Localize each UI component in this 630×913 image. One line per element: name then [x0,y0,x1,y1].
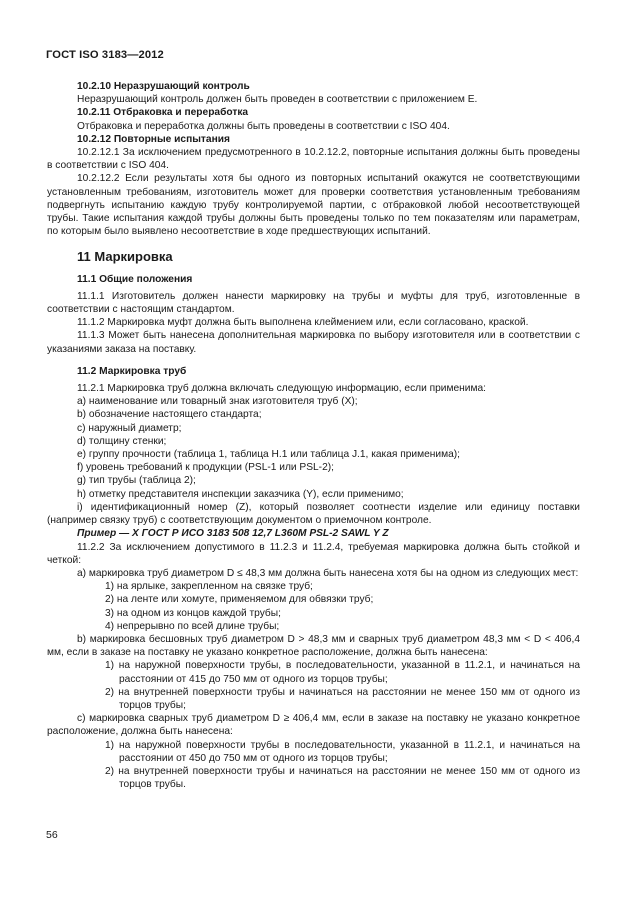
page-number: 56 [46,829,58,841]
item-b-text: b) маркировка бесшовных труб диаметром D > 48,3 мм и сварных труб диаметром 48,3 мм < D < 406,4 мм, если в заказе на поставку не указано конкретное расположение, должна быть нанесена: [47,633,580,659]
section-10-2-10-text: Неразрушающий контроль должен быть проведен в соответствии с приложением Е. [77,94,478,106]
list-item-a: a) наименование или товарный знак изготовителя труб (X); [77,396,358,408]
list-item-h: h) отметку представителя инспекции заказчика (Y), если применимо; [77,488,404,500]
item-c-2: 2) на внутренней поверхности трубы и начинаться на расстоянии не менее 150 мм от одного из торцов трубы. [105,765,580,791]
item-a-3: 3) на одном из концов каждой трубы; [105,607,281,619]
item-c-text: c) маркировка сварных труб диаметром D ≥ 406,4 мм, если в заказе на поставку не указано конкретное расположение, должна быть нанесена: [47,713,580,738]
section-11-1-2: 11.1.2 Маркировка муфт должна быть выполнена клеймением или, если согласовано, краской. [77,317,529,329]
list-item-d: d) толщину стенки; [77,435,167,447]
list-item-g: g) тип трубы (таблица 2); [77,475,196,487]
list-item-e: e) группу прочности (таблица 1, таблица Н.1 или таблица J.1, какая применима); [77,449,460,461]
item-a-1: 1) на ярлыке, закрепленном на связке труб; [105,581,313,593]
page-content [47,80,580,791]
list-item-b: b) обозначение настоящего стандарта; [77,409,262,421]
item-a-4: 4) непрерывно по всей длине трубы; [105,620,280,632]
section-10-2-11-text: Отбраковка и переработка должны быть проведены в соответствии с ISO 404. [77,120,450,132]
section-11-2-2: 11.2.2 За исключением допустимого в 11.2.3 и 11.2.4, требуемая маркировка должна быть стойкой и четкой: [47,541,580,566]
section-11-2-title: 11.2 Маркировка труб [77,365,187,377]
section-10-2-11-title: 10.2.11 Отбраковка и переработка [77,107,249,119]
standard-header: ГОСТ ISO 3183—2012 [46,49,164,61]
section-11-2-1: 11.2.1 Маркировка труб должна включать следующую информацию, если применима: [77,383,486,395]
section-11-1-1: 11.1.1 Изготовитель должен нанести маркировку на трубы и муфты для труб, изготовленные в соответствии с настоящим стандартом. [47,290,580,316]
item-a-text: а) маркировка труб диаметром D ≤ 48,3 мм должна быть нанесена хотя бы на одном из следующих мест: [77,567,579,579]
section-10-2-12-1: 10.2.12.1 За исключением предусмотренного в 10.2.12.2, повторные испытания должны быть проведены в соответствии с ISO 404. [47,147,580,172]
list-item-i: i) идентификационный номер (Z), который позволяет соотнести изделие или единицу поставки (например связку труб) с соответствующим документом о приемочном контроле. [47,501,580,527]
section-11-1-3: 11.1.3 Может быть нанесена дополнительная маркировка по выбору изготовителя или в соответствии с указаниями заказа на поставку. [47,330,580,355]
section-10-2-12-title: 10.2.12 Повторные испытания [77,133,230,145]
section-11-1-title: 11.1 Общие положения [77,273,193,285]
list-item-c: c) наружный диаметр; [77,422,182,434]
item-b-1: 1) на наружной поверхности трубы, в последовательности, указанной в 11.2.1, и начинаться на расстоянии от 415 до 750 мм от одного из торцов трубы; [105,660,580,685]
item-a-2: 2) на ленте или хомуте, применяемом для обвязки труб; [105,594,374,606]
list-item-f: f) уровень требований к продукции (PSL-1 или PSL-2); [77,462,334,474]
section-10-2-12-2: 10.2.12.2 Если результаты хотя бы одного из повторных испытаний окажутся не соответствующими установленным требованиям, изготовитель может для проверки соответствия установленным требованиям подвергнуть испытанию каждую трубу контролируемой партии, с отбраковкой любой несоответствующей трубы. Такие испытания каждой трубы должны быть проведены только по тем показателям или параметрам, по которым было выявлено несоответствие в ходе предшествующих испытаний. [47,173,580,238]
item-b-2: 2) на внутренней поверхности трубы и начинаться на расстоянии не менее 150 мм от одного из торцов трубы; [105,686,580,711]
section-11-title: 11 Маркировка [77,249,173,265]
item-c-1: 1) на наружной поверхности трубы в последовательности, указанной в 11.2.1, и начинаться на расстоянии от 450 до 750 мм от одного из торцов трубы; [105,739,580,764]
section-10-2-10-title: 10.2.10 Неразрушающий контроль [77,81,250,92]
marking-example: Пример — X ГОСТ Р ИСО 3183 508 12,7 L360M PSL-2 SAWL Y Z [77,528,389,540]
